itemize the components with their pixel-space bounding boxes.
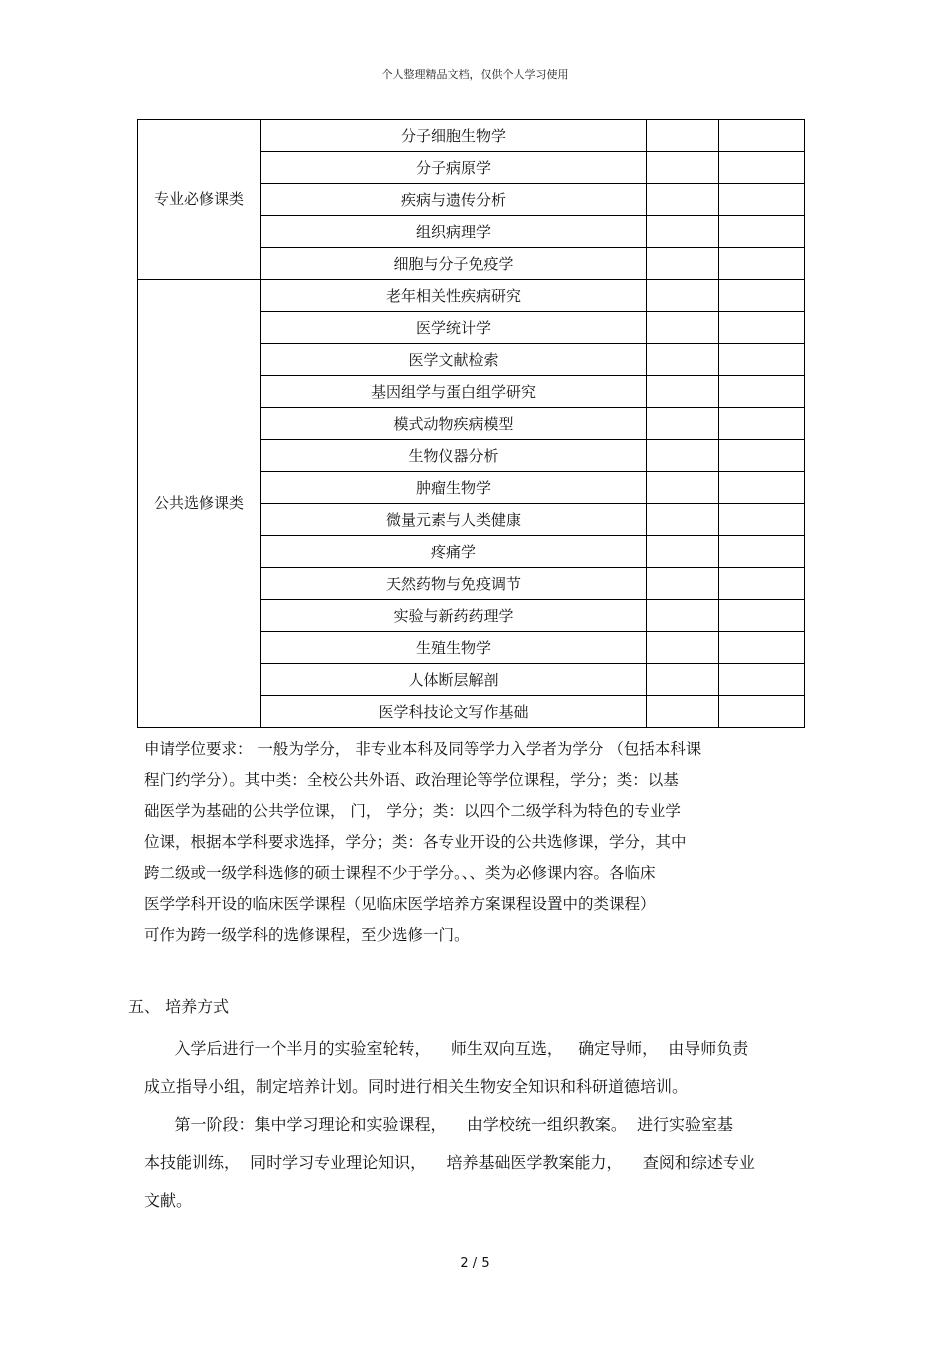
text-line: 文献。: [144, 1191, 193, 1210]
empty-cell: [647, 440, 719, 472]
category-cell: 专业必修课类: [138, 120, 261, 280]
page-number: 2 / 5: [460, 1256, 490, 1271]
empty-cell: [719, 600, 805, 632]
training-body: [144, 1030, 824, 1220]
empty-cell: [719, 696, 805, 728]
empty-cell: [719, 344, 805, 376]
empty-cell: [719, 248, 805, 280]
empty-cell: [719, 120, 805, 152]
course-table: [137, 119, 805, 728]
empty-cell: [719, 472, 805, 504]
course-name-cell: 医学统计学: [261, 312, 647, 344]
empty-cell: [719, 184, 805, 216]
empty-cell: [647, 312, 719, 344]
course-name-cell: 细胞与分子免疫学: [261, 248, 647, 280]
empty-cell: [647, 472, 719, 504]
text-line: 第一阶段：集中学习理论和实验课程， 由学校统一组织教案。 进行实验室基: [144, 1115, 734, 1134]
empty-cell: [719, 216, 805, 248]
text-line: 成立指导小组，制定培养计划。同时进行相关生物安全知识和科研道德培训。: [144, 1077, 689, 1096]
course-name-cell: 医学科技论文写作基础: [261, 696, 647, 728]
course-name-cell: 疼痛学: [261, 536, 647, 568]
course-name-cell: 老年相关性疾病研究: [261, 280, 647, 312]
empty-cell: [647, 504, 719, 536]
course-name-cell: 分子病原学: [261, 152, 647, 184]
text-line: 入学后进行一个半月的实验室轮转， 师生双向互选， 确定导师， 由导师负责: [144, 1039, 749, 1058]
empty-cell: [647, 696, 719, 728]
empty-cell: [719, 568, 805, 600]
section-title: 五、 培养方式: [128, 997, 230, 1016]
empty-cell: [647, 664, 719, 696]
table-row: [138, 120, 805, 152]
course-name-cell: 模式动物疾病模型: [261, 408, 647, 440]
empty-cell: [647, 216, 719, 248]
course-name-cell: 实验与新药药理学: [261, 600, 647, 632]
empty-cell: [719, 312, 805, 344]
empty-cell: [647, 280, 719, 312]
empty-cell: [719, 632, 805, 664]
text-line: 位课，根据本学科要求选择，学分；类：各专业开设的公共选修课，学分，其中: [144, 833, 687, 851]
empty-cell: [647, 152, 719, 184]
course-name-cell: 疾病与遗传分析: [261, 184, 647, 216]
empty-cell: [647, 184, 719, 216]
empty-cell: [647, 632, 719, 664]
course-name-cell: 天然药物与免疫调节: [261, 568, 647, 600]
course-name-cell: 肿瘤生物学: [261, 472, 647, 504]
text-line: 跨二级或一级学科选修的硕士课程不少于学分。、、类为必修课内容。各临床: [144, 864, 656, 882]
empty-cell: [719, 440, 805, 472]
course-name-cell: 生殖生物学: [261, 632, 647, 664]
empty-cell: [647, 248, 719, 280]
text-line: 医学学科开设的临床医学课程（见临床医学培养方案课程设置中的类课程）: [144, 895, 656, 913]
course-name-cell: 基因组学与蛋白组学研究: [261, 376, 647, 408]
empty-cell: [647, 408, 719, 440]
text-line: 础医学为基础的公共学位课， 门， 学分；类：以四个二级学科为特色的专业学: [144, 802, 681, 820]
empty-cell: [719, 152, 805, 184]
empty-cell: [719, 408, 805, 440]
empty-cell: [719, 504, 805, 536]
course-name-cell: 分子细胞生物学: [261, 120, 647, 152]
course-name-cell: 人体断层解剖: [261, 664, 647, 696]
text-line: 可作为跨一级学科的选修课程，至少选修一门。: [144, 926, 470, 944]
degree-requirements: [144, 734, 824, 951]
empty-cell: [647, 600, 719, 632]
empty-cell: [647, 120, 719, 152]
empty-cell: [647, 536, 719, 568]
empty-cell: [719, 664, 805, 696]
empty-cell: [719, 376, 805, 408]
page-header: 个人整理精品文档，仅供个人学习使用: [381, 68, 569, 81]
text-line: 申请学位要求： 一般为学分， 非专业本科及同等学力入学者为学分 （包括本科课: [144, 740, 702, 758]
empty-cell: [719, 280, 805, 312]
text-line: 程门约学分）。其中类：全校公共外语、政治理论等学位课程，学分；类：以基: [144, 771, 679, 789]
course-name-cell: 生物仪器分析: [261, 440, 647, 472]
empty-cell: [647, 344, 719, 376]
empty-cell: [719, 536, 805, 568]
text-line: 本技能训练， 同时学习专业理论知识， 培养基础医学教案能力， 查阅和综述专业: [144, 1153, 755, 1172]
empty-cell: [647, 568, 719, 600]
course-name-cell: 医学文献检索: [261, 344, 647, 376]
course-name-cell: 组织病理学: [261, 216, 647, 248]
empty-cell: [647, 376, 719, 408]
course-name-cell: 微量元素与人类健康: [261, 504, 647, 536]
table-row: [138, 280, 805, 312]
category-cell: 公共选修课类: [138, 280, 261, 728]
